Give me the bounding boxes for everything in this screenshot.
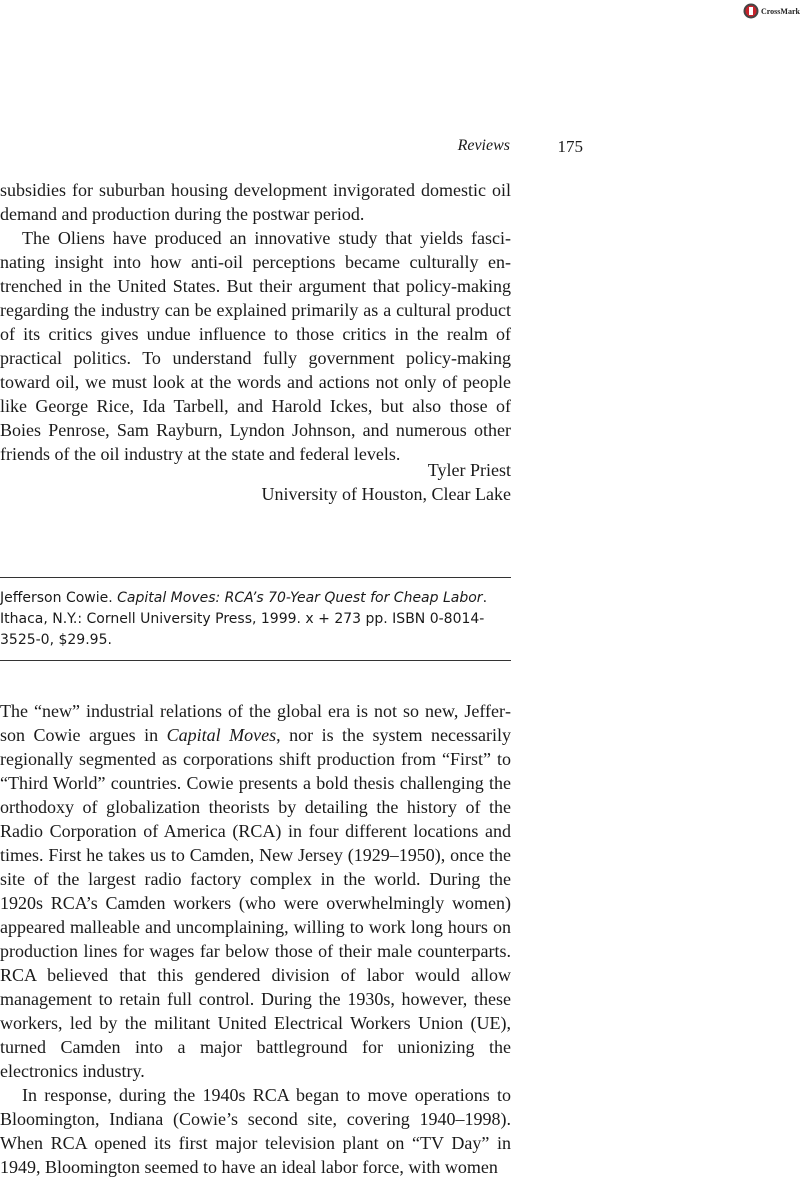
book-title: Capital Moves: RCA’s 70-Year Quest for Cheap Labor: [117, 590, 483, 606]
book-citation: [0, 588, 511, 651]
crossmark-badge[interactable]: [743, 0, 800, 22]
body-paragraph: In response, during the 1940s RCA began to move operations to Bloomington, Indiana (Cowie’s second site, covering 1940–1998). When RCA opened its first major television plant on “TV Day” in 1949, Bloomington seemed to have an ideal labor force, with women: [0, 1085, 511, 1177]
reviewer-name: Tyler Priest: [427, 460, 511, 480]
text-run: , nor is the system necessarily regionally segmented as corporations shift production from “First” to “Third World” countries. Cowie presents a bold thesis challenging the orthodoxy of globalization theorists by detailing the history of the Radio Corporation of America (RCA) in four different locations and times. First he takes us to Camden, New Jersey (1929–1950), once the site of the largest radio factory complex in the world. During the 1920s RCA’s Camden workers (who were overwhelmingly women) appeared malleable and uncomplaining, willing to work long hours on production lines for wages far below those of their male counterparts. RCA believed that this gendered division of labor would allow management to retain full control. During the 1930s, however, these workers, led by the militant United Electrical Workers Union (UE), turned Camden into a major battleground for unionizing the electronics industry.: [0, 725, 511, 1081]
reviewer-signature: [0, 458, 511, 506]
body-paragraph: [0, 699, 511, 1083]
body-paragraph: The Oliens have produced an innovative study that yields fascinating insight into how anti-oil perceptions became culturally entrenched in the United States. But their argument that policy-making regarding the industry can be explained primarily as a cultural product of its critics gives undue influence to those critics in the realm of practical politics. To understand fully government policy-making toward oil, we must look at the words and actions not only of people like George Rice, Ida Tarbell, and Harold Ickes, but also those of Boies Penrose, Sam Rayburn, Lyndon Johnson, and numerous other friends of the oil industry at the state and federal levels.: [0, 228, 511, 464]
crossmark-label: CrossMark: [761, 6, 800, 16]
book-details: . Ithaca, N.Y.: Cornell University Press, 1999. x + 273 pp. ISBN 0-8014-3525-0, $29.95.: [0, 590, 488, 648]
citation-bottom-rule: [0, 660, 511, 661]
book-author: Jefferson Cowie.: [0, 590, 118, 606]
crossmark-icon: [743, 3, 759, 19]
book-title-inline: Capital Moves: [166, 725, 277, 745]
review-body: [0, 699, 511, 1179]
page-number: 175: [557, 137, 583, 156]
section-title: Reviews: [457, 137, 510, 154]
text-run: The “new” industrial relations of the global era is not so new, Jefferson Cowie argues in: [0, 701, 511, 745]
previous-review-body: [0, 178, 511, 466]
body-paragraph: subsidies for suburban housing development invigorated domestic oil demand and production during the postwar period.: [0, 180, 511, 224]
citation-top-rule: [0, 577, 511, 578]
reviewer-affiliation: University of Houston, Clear Lake: [261, 484, 511, 504]
